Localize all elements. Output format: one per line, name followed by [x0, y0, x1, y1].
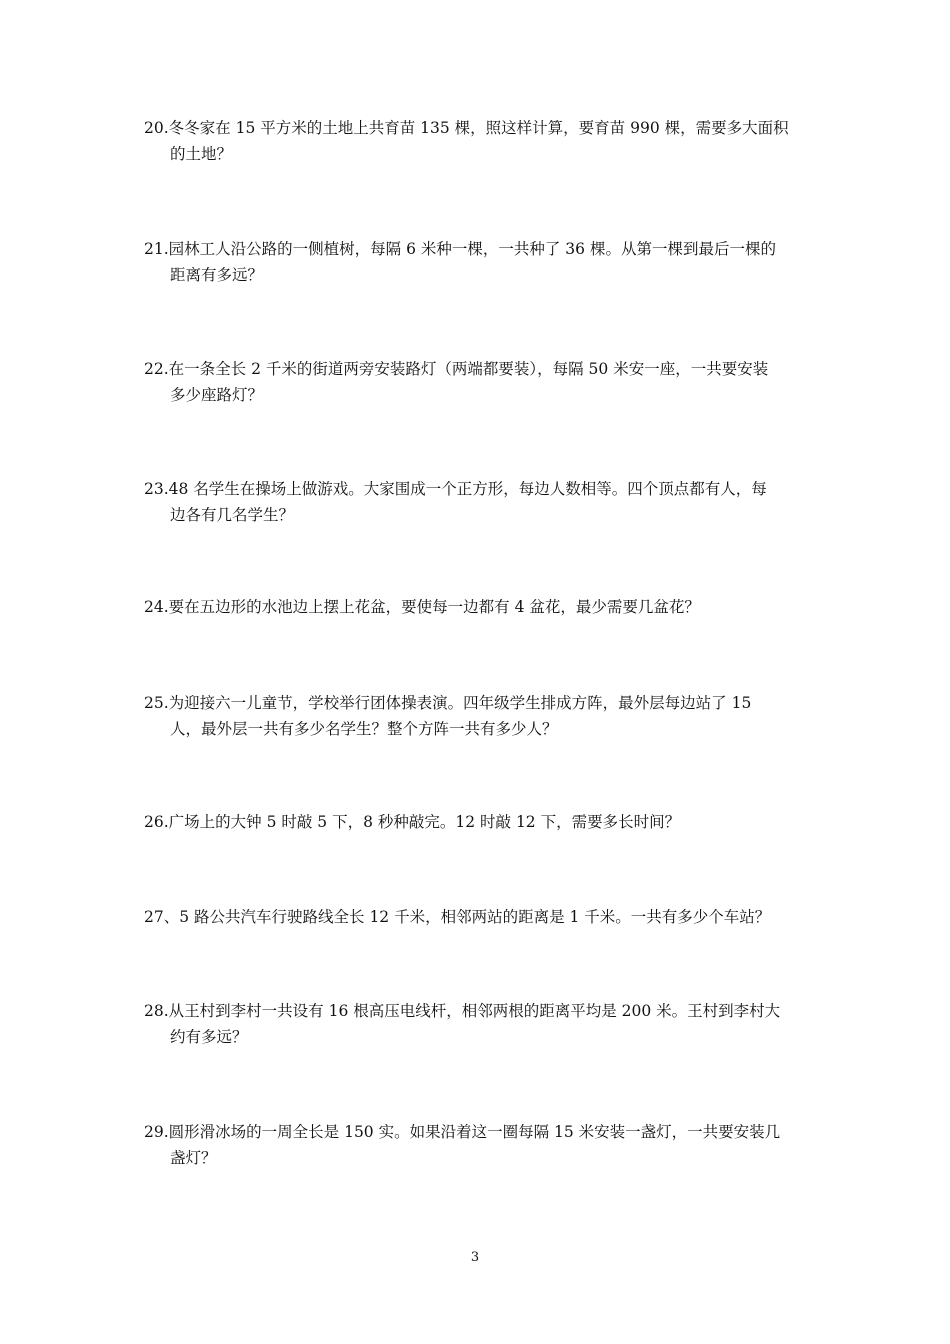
problem-29-line-1: 29.圆形滑冰场的一周全长是 150 实。如果沿着这一圈每隔 15 米安装一盏灯，一共要安装几: [144, 1123, 781, 1141]
problem-21-line-2: 距离有多远？: [170, 266, 264, 284]
problem-21: [144, 236, 814, 288]
problem-23: [144, 476, 814, 528]
page-number: 3: [470, 1250, 480, 1265]
problem-29: [144, 1119, 814, 1171]
problem-29-line-2: 盏灯？: [170, 1149, 217, 1167]
problem-28-line-1: 28.从王村到李村一共设有 16 根高压电线杆，相邻两根的距离平均是 200 米。王村到李村大: [144, 1002, 781, 1020]
problem-24-line-1: 24.要在五边形的水池边上摆上花盆，要使每一边都有 4 盆花，最少需要几盆花？: [144, 598, 700, 616]
problem-26: [144, 809, 814, 835]
problem-20-line-1: 20.冬冬家在 15 平方米的土地上共育苗 135 棵，照这样计算，要育苗 990 棵，需要多大面积: [144, 119, 789, 137]
problem-21-line-1: 21.园林工人沿公路的一侧植树，每隔 6 米种一棵，一共种了 36 棵。从第一棵到最后一棵的: [144, 240, 776, 258]
problem-22-line-2: 多少座路灯？: [170, 386, 264, 404]
problem-20: [144, 115, 814, 167]
problem-23-line-1: 23.48 名学生在操场上做游戏。大家围成一个正方形，每边人数相等。四个顶点都有人，每: [144, 480, 767, 498]
problem-25-line-1: 25.为迎接六一儿童节，学校举行团体操表演。四年级学生排成方阵，最外层每边站了 15: [144, 694, 752, 712]
problem-22-line-1: 22.在一条全长 2 千米的街道两旁安装路灯（两端都要装），每隔 50 米安一座，一共要安装: [144, 360, 769, 378]
problem-23-line-2: 边各有几名学生？: [170, 506, 295, 524]
problem-27-line-1: 27、5 路公共汽车行驶路线全长 12 千米，相邻两站的距离是 1 千米。一共有多少个车站？: [144, 908, 771, 926]
problem-28: [144, 998, 814, 1050]
problem-28-line-2: 约有多远？: [170, 1028, 248, 1046]
problem-25: [144, 690, 814, 742]
problem-27: [144, 904, 814, 930]
problem-25-line-2: 人，最外层一共有多少名学生？整个方阵一共有多少人？: [170, 720, 558, 738]
problem-24: [144, 594, 814, 620]
problem-22: [144, 356, 814, 408]
problem-20-line-2: 的土地？: [170, 145, 233, 163]
problem-26-line-1: 26.广场上的大钟 5 时敲 5 下，8 秒种敲完。12 时敲 12 下，需要多长时间？: [144, 813, 681, 831]
